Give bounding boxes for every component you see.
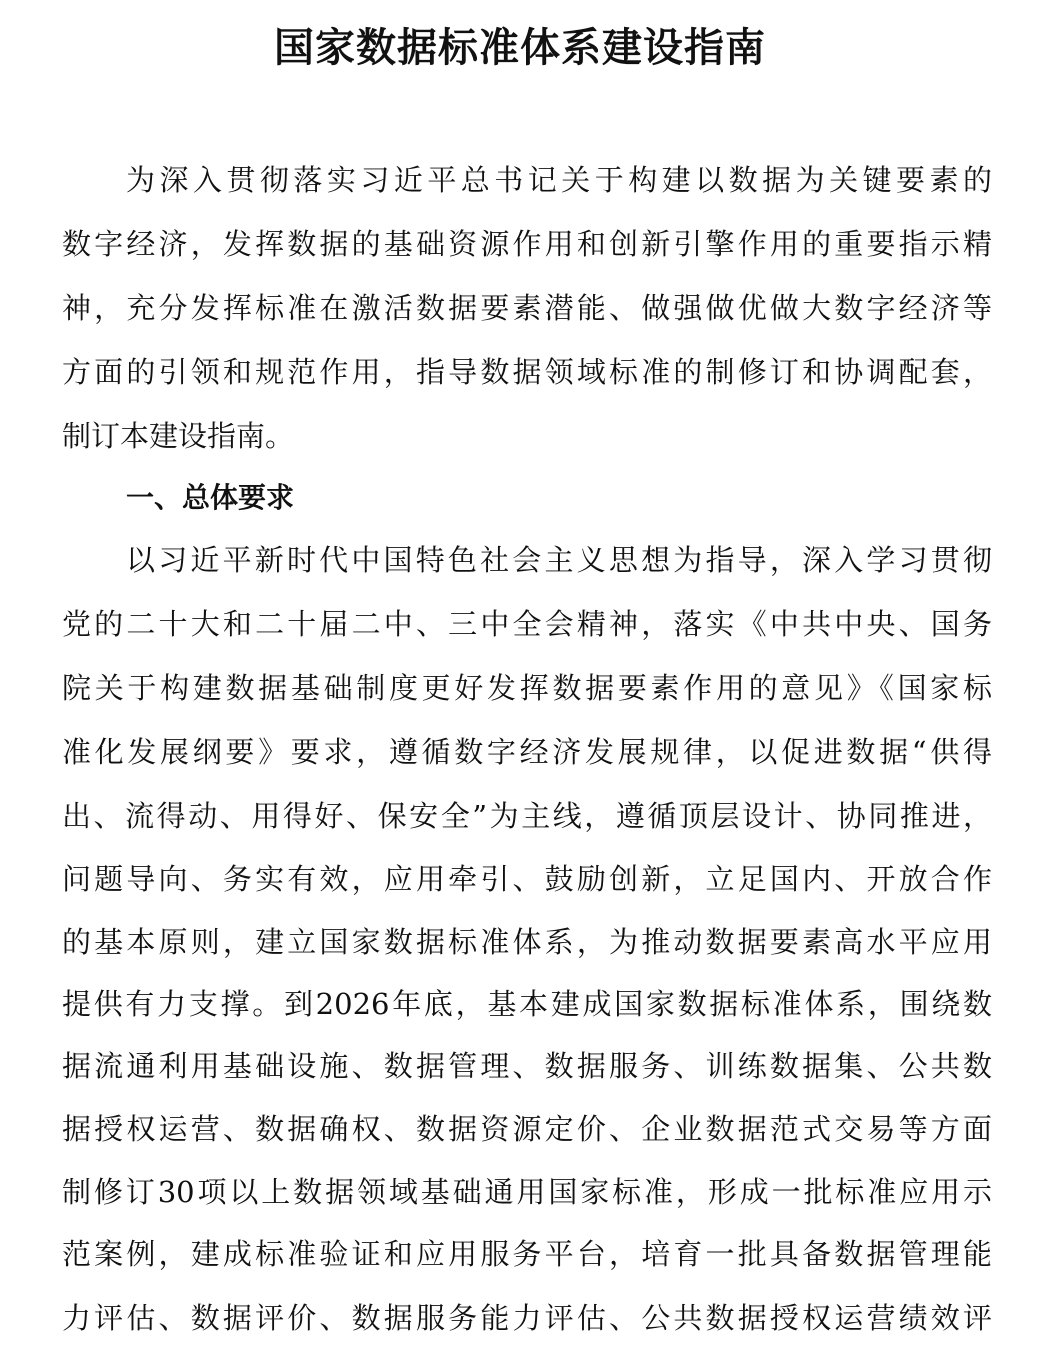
paragraph2-line: 院关于构建数据基础制度更好发挥数据要素作用的意见》《国家标 [62,671,992,705]
document-title: 国家数据标准体系建设指南 [274,25,766,71]
paragraph2-line: 问题导向、务实有效，应用牵引、鼓励创新，立足国内、开放合作 [62,862,992,896]
paragraph2-line: 的基本原则，建立国家数据标准体系，为推动数据要素高水平应用 [62,925,992,959]
paragraph1-line: 神，充分发挥标准在激活数据要素潜能、做强做优做大数字经济等 [62,291,992,325]
paragraph1-line: 数字经济，发挥数据的基础资源作用和创新引擎作用的重要指示精 [62,227,992,261]
paragraph2-line: 据授权运营、数据确权、数据资源定价、企业数据范式交易等方面 [62,1112,992,1146]
paragraph2-line: 准化发展纲要》要求，遵循数字经济发展规律，以促进数据“供得 [62,735,992,769]
paragraph2-line: 党的二十大和二十届二中、三中全会精神，落实《中共中央、国务 [62,607,992,641]
paragraph2-line: 据流通利用基础设施、数据管理、数据服务、训练数据集、公共数 [62,1049,992,1083]
paragraph2-line: 出、流得动、用得好、保安全”为主线，遵循顶层设计、协同推进， [62,799,992,833]
paragraph1-line: 制订本建设指南。 [62,419,295,453]
paragraph1-line: 为深入贯彻落实习近平总书记关于构建以数据为关键要素的 [126,163,992,197]
paragraph1-line: 方面的引领和规范作用，指导数据领域标准的制修订和协调配套， [62,355,992,389]
paragraph2-line: 力评估、数据评价、数据服务能力评估、公共数据授权运营绩效评 [62,1301,992,1335]
paragraph2-line: 以习近平新时代中国特色社会主义思想为指导，深入学习贯彻 [126,543,992,577]
paragraph2-line: 范案例，建成标准验证和应用服务平台，培育一批具备数据管理能 [62,1237,992,1271]
section-heading-general-requirements: 一、总体要求 [126,481,295,514]
paragraph2-line: 制修订30项以上数据领域基础通用国家标准，形成一批标准应用示 [62,1175,992,1209]
paragraph2-line: 提供有力支撑。到2026年底，基本建成国家数据标准体系，围绕数 [62,987,992,1021]
